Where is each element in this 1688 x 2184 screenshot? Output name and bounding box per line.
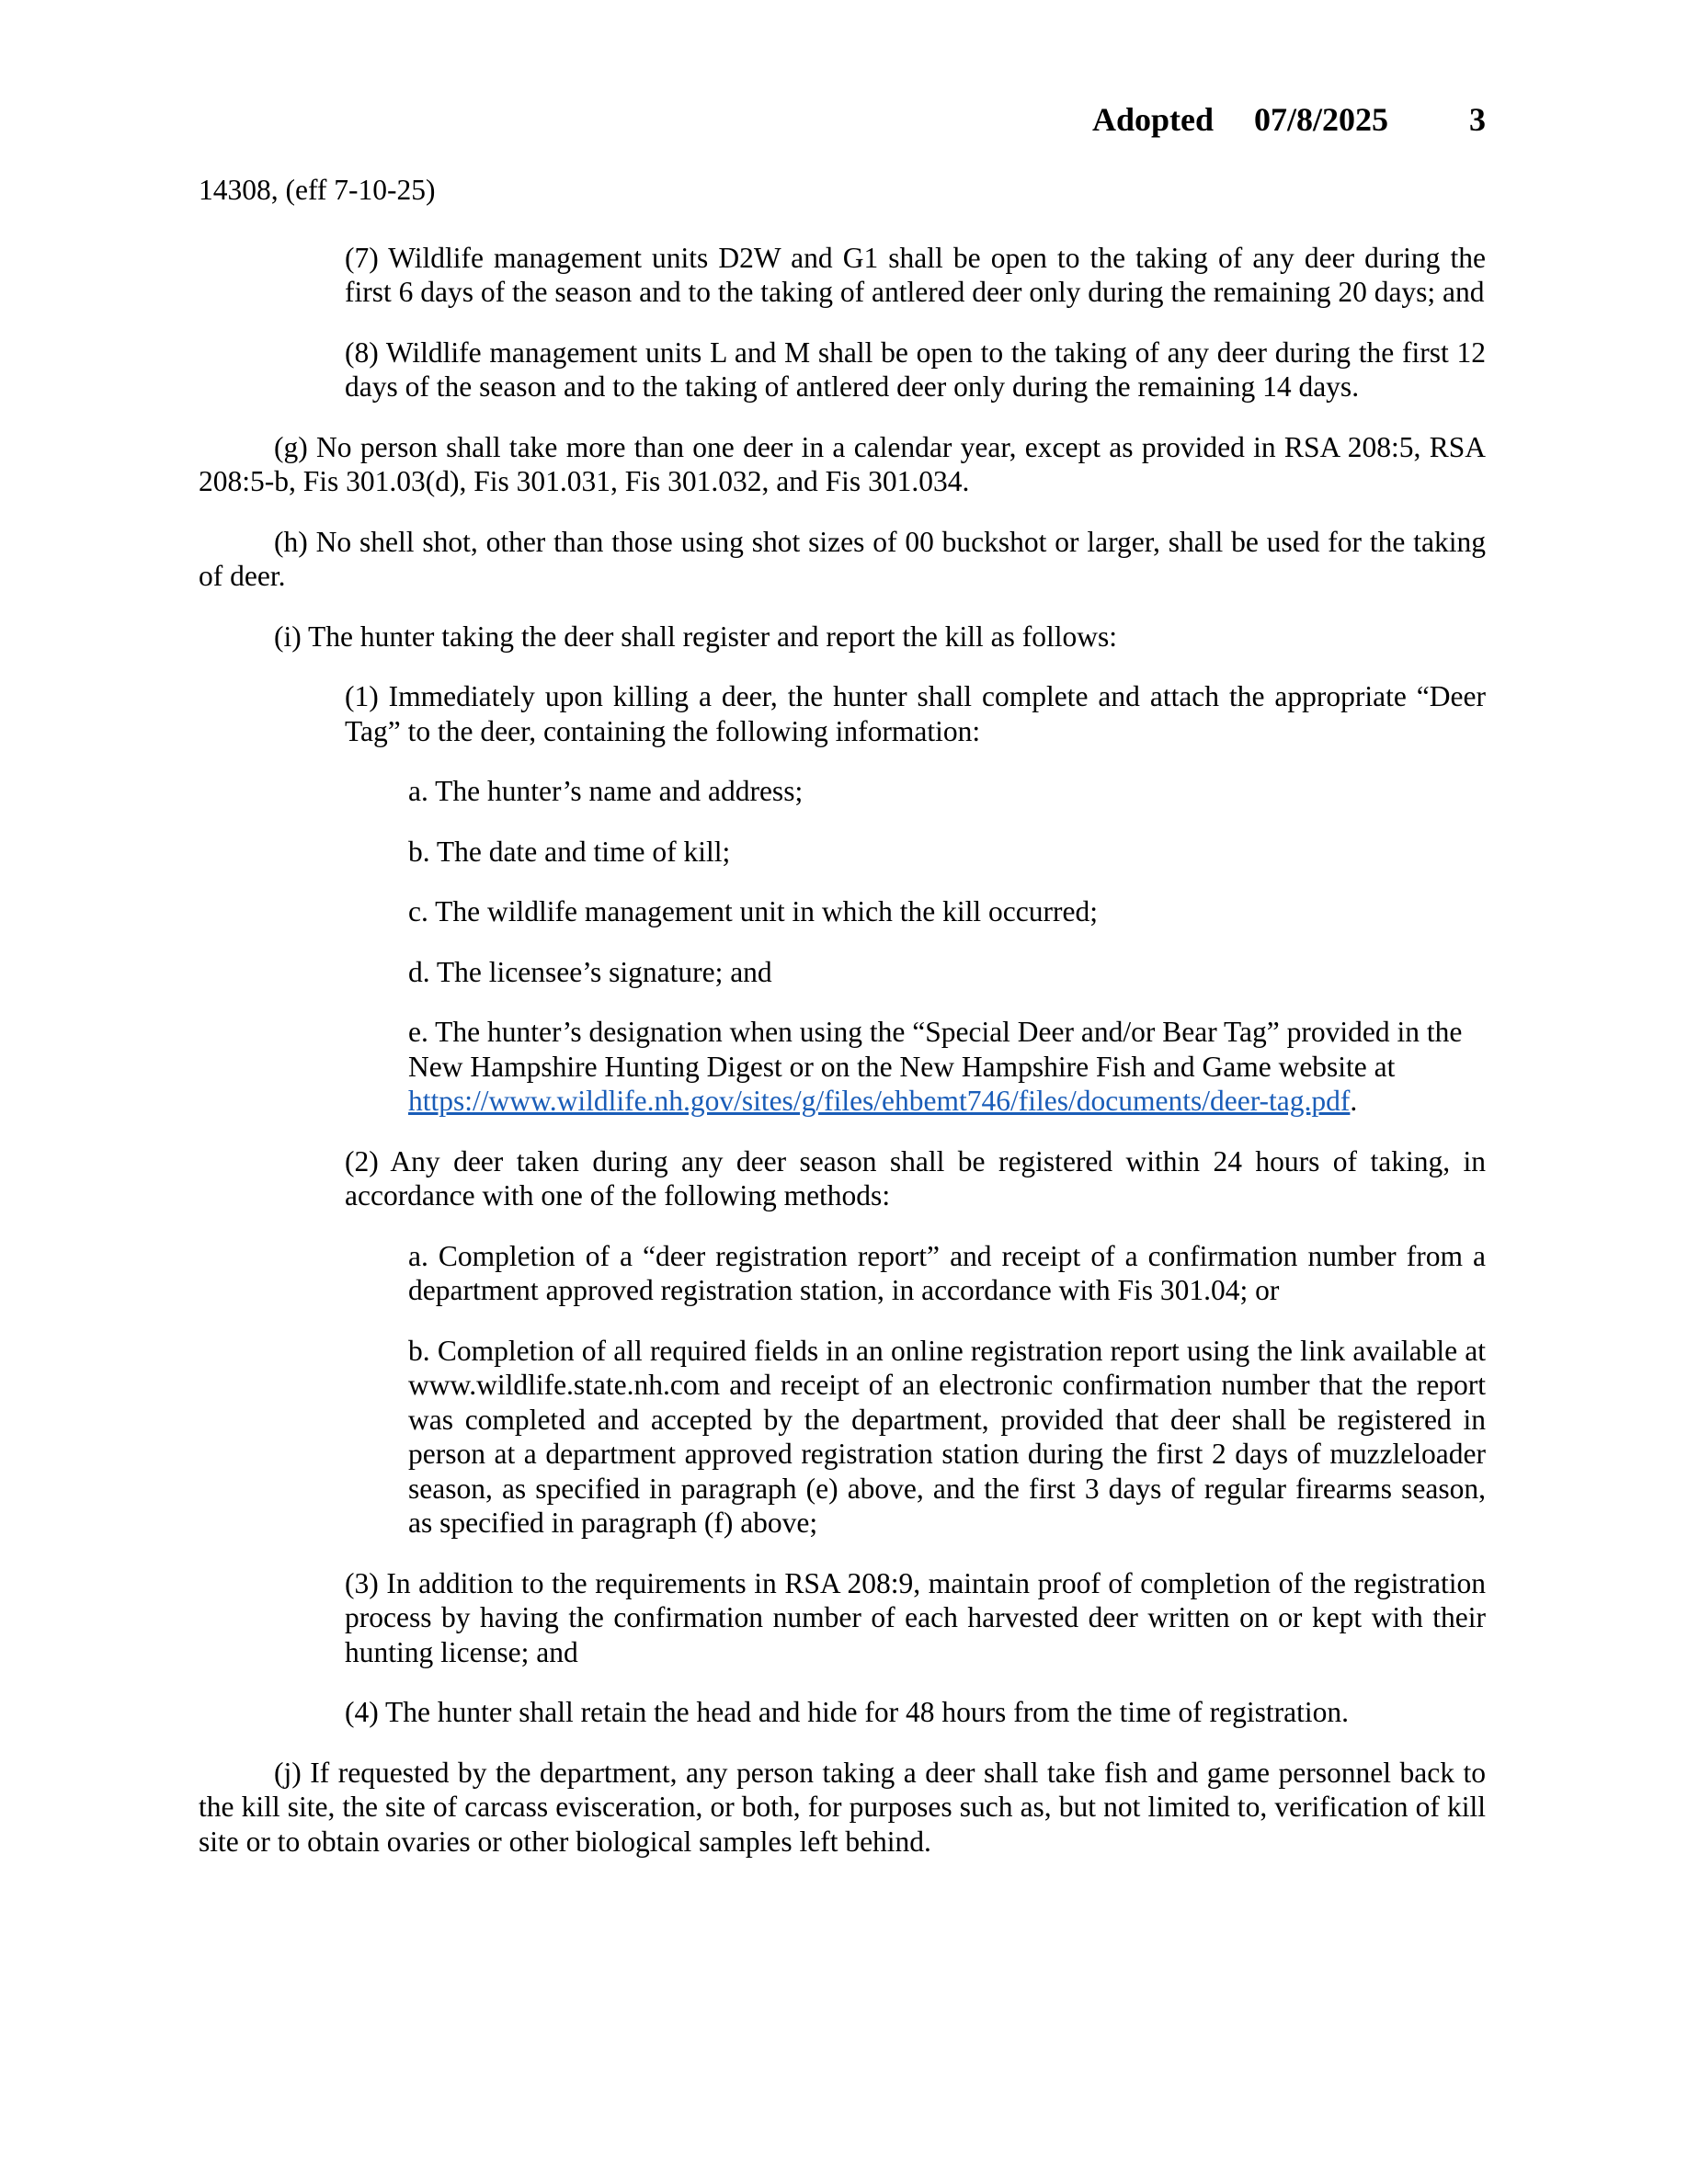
paragraph-f7: (7) Wildlife management units D2W and G1 shall be open to the taking of any deer during the first 6 days of the season and to the taking of antlered deer only during the remaining 20 days; and xyxy=(345,241,1486,308)
list-item-i1e xyxy=(408,1015,1486,1119)
list-item-i2b: b. Completion of all required fields in an online registration report using the link available at www.wildlife.state.nh.com and receipt of an electronic confirmation number that the report was completed and accepted by the department, provided that deer shall be registered in person at a department approved registration station during the first 2 days of muzzleloader season, as specified in paragraph (e) above, and the first 3 days of regular firearms season, as specified in paragraph (f) above; xyxy=(408,1334,1486,1539)
paragraph-i: (i) The hunter taking the deer shall register and report the kill as follows: xyxy=(274,620,1118,653)
page-number: 3 xyxy=(1469,101,1486,138)
list-item-i1c: c. The wildlife management unit in which the kill occurred; xyxy=(408,895,1098,927)
list-item-i1b: b. The date and time of kill; xyxy=(408,835,731,868)
paragraph-j: (j) If requested by the department, any person taking a deer shall take fish and game personnel back to the kill site, the site of carcass evisceration, or both, for purposes such as, but not limited to, verification of kill site or to obtain ovaries or other biological samples left behind. xyxy=(199,1756,1486,1858)
paragraph-i3: (3) In addition to the requirements in RSA 208:9, maintain proof of completion of the registration process by having the confirmation number of each harvested deer written on or kept with their hunting license; and xyxy=(345,1566,1486,1668)
list-item-i2a: a. Completion of a “deer registration report” and receipt of a confirmation number from a department approved registration station, in accordance with Fis 301.04; or xyxy=(408,1239,1486,1306)
paragraph-i4: (4) The hunter shall retain the head and hide for 48 hours from the time of registration. xyxy=(345,1696,1349,1728)
paragraph-i2: (2) Any deer taken during any deer season shall be registered within 24 hours of taking, in accordance with one of the following methods: xyxy=(345,1144,1486,1211)
list-item-i1d: d. The licensee’s signature; and xyxy=(408,955,772,988)
page-header xyxy=(1092,99,1486,140)
document-body xyxy=(199,173,1486,1884)
list-item-i1e-end: . xyxy=(1350,1085,1358,1117)
adoption-date: 07/8/2025 xyxy=(1253,101,1388,138)
paragraph-i1: (1) Immediately upon killing a deer, the hunter shall complete and attach the appropriate “Deer Tag” to the deer, containing the following information: xyxy=(345,680,1486,747)
continuation-line: 14308, (eff 7-10-25) xyxy=(199,174,436,206)
adoption-status: Adopted xyxy=(1091,101,1214,138)
list-item-i1a: a. The hunter’s name and address; xyxy=(408,775,804,807)
paragraph-h: (h) No shell shot, other than those using shot sizes of 00 buckshot or larger, shall be used for the taking of deer. xyxy=(199,525,1486,592)
list-item-i1e-text: e. The hunter’s designation when using the “Special Deer and/or Bear Tag” provided in the New Hampshire Hunting Digest or on the New Hampshire Fish and Game website at xyxy=(408,1016,1463,1083)
paragraph-f8: (8) Wildlife management units L and M shall be open to the taking of any deer during the first 12 days of the season and to the taking of antlered deer only during the remaining 14 days. xyxy=(345,336,1486,403)
deer-tag-pdf-link[interactable]: https://www.wildlife.nh.gov/sites/g/files/ehbemt746/files/documents/deer-tag.pdf xyxy=(408,1085,1351,1117)
paragraph-g: (g) No person shall take more than one deer in a calendar year, except as provided in RSA 208:5, RSA 208:5-b, Fis 301.03(d), Fis 301.031, Fis 301.032, and Fis 301.034. xyxy=(199,430,1486,497)
